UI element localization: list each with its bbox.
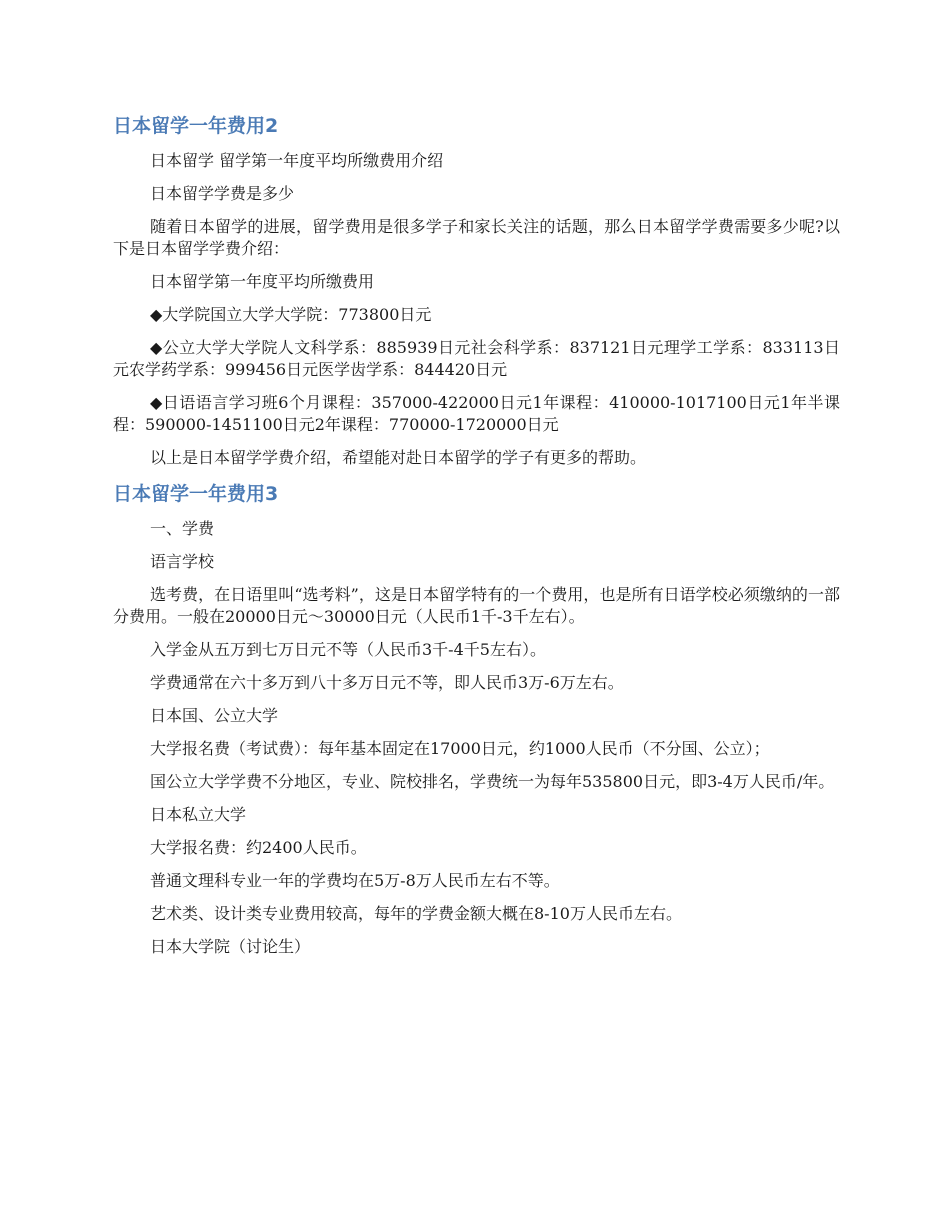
section-heading: 日本留学一年费用2 (113, 115, 279, 137)
paragraph: 以上是日本留学学费介绍，希望能对赴日本留学的学子有更多的帮助。 (150, 448, 647, 467)
paragraph: 日本大学院（讨论生） (150, 937, 311, 956)
paragraph: 日本国、公立大学 (150, 706, 279, 725)
paragraph: 随着日本留学的进展，留学费用是很多学子和家长关注的话题，那么日本留学学费需要多少呢?以下是日本留学学费介绍： (113, 217, 840, 258)
paragraph: 学费通常在六十多万到八十多万日元不等，即人民币3万-6万左右。 (150, 673, 624, 692)
paragraph: 日本留学 留学第一年度平均所缴费用介绍 (150, 151, 444, 170)
paragraph: 语言学校 (150, 552, 215, 571)
document-page (113, 112, 840, 969)
paragraph: ◆日语语言学习班6个月课程：357000-422000日元1年课程：410000-1017100日元1年半课程：590000-1451100日元2年课程：770000-1720000日元 (113, 393, 840, 434)
paragraph: 一、学费 (150, 519, 215, 538)
paragraph: ◆公立大学大学院人文科学系：885939日元社会科学系：837121日元理学工学系：833113日元农学药学系：999456日元医学齿学系：844420日元 (113, 338, 840, 379)
section-heading: 日本留学一年费用3 (113, 483, 279, 505)
paragraph: 选考费，在日语里叫“选考料”，这是日本留学特有的一个费用，也是所有日语学校必须缴纳的一部分费用。一般在20000日元～30000日元（人民币1千-3千左右）。 (113, 585, 840, 626)
paragraph: 日本私立大学 (150, 805, 247, 824)
paragraph: 大学报名费：约2400人民币。 (150, 838, 367, 857)
paragraph: ◆大学院国立大学大学院：773800日元 (150, 305, 432, 324)
paragraph: 大学报名费（考试费）：每年基本固定在17000日元，约1000人民币（不分国、公立）； (150, 739, 770, 758)
paragraph: 艺术类、设计类专业费用较高，每年的学费金额大概在8-10万人民币左右。 (150, 904, 682, 923)
paragraph: 日本留学第一年度平均所缴费用 (150, 272, 375, 291)
paragraph: 国公立大学学费不分地区，专业、院校排名，学费统一为每年535800日元，即3-4万人民币/年。 (150, 772, 835, 791)
paragraph: 普通文理科专业一年的学费均在5万-8万人民币左右不等。 (150, 871, 560, 890)
paragraph: 日本留学学费是多少 (150, 184, 295, 203)
paragraph: 入学金从五万到七万日元不等（人民币3千-4千5左右）。 (150, 640, 546, 659)
section-fee-2 (113, 112, 840, 469)
section-fee-3 (113, 480, 840, 958)
